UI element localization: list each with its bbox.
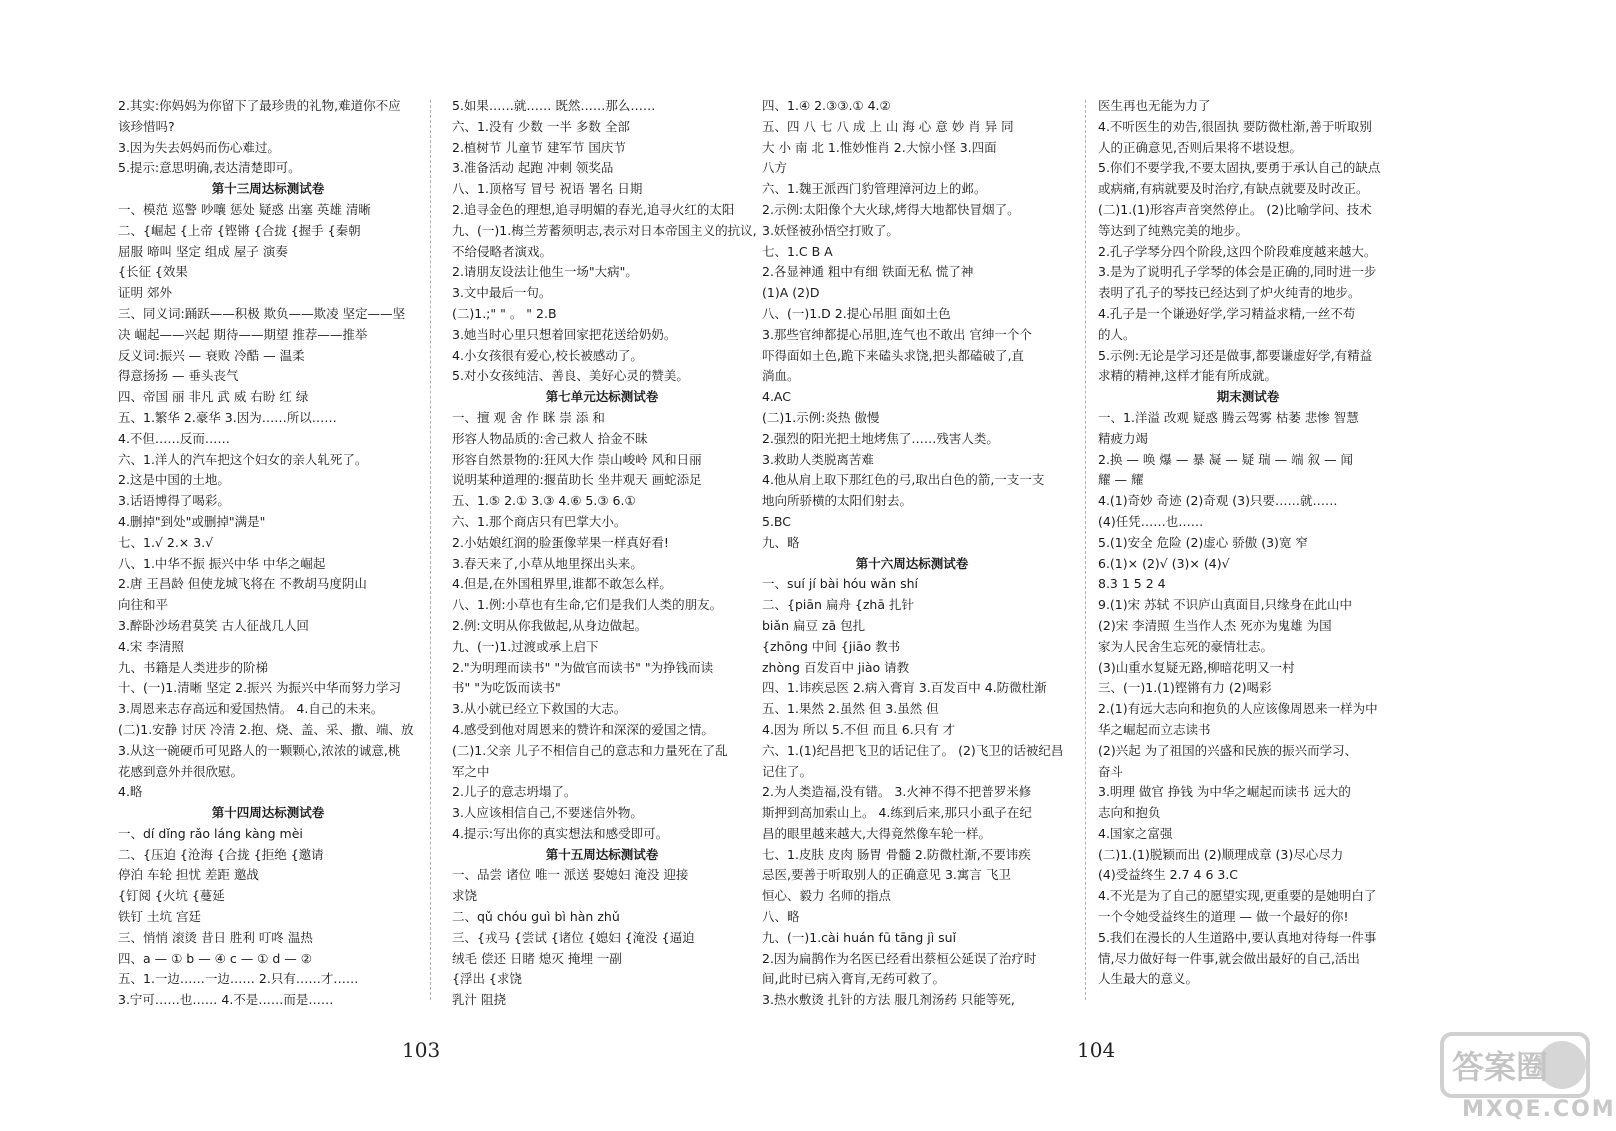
answer-line: 2."为明理而读书" "为做官而读书" "为挣钱而读 [452, 659, 714, 675]
answer-line: 昌的眼里越来越大,大得竟然像车轮一样。 [762, 825, 991, 841]
answer-line: 铁钉 土坑 宫廷 [118, 909, 201, 925]
answer-line: 九、(一)1.梅兰芳蓄须明志,表示对日本帝国主义的抗议, [452, 222, 757, 238]
answer-column-1 [118, 96, 418, 1008]
answer-column-2 [452, 96, 757, 1008]
answer-line: 3.宁可……也…… 4.不是……而是…… [118, 992, 334, 1008]
answer-line: 屈服 啼叫 坚定 组成 屋子 演奏 [118, 243, 288, 259]
answer-line: 6.(1)× (2)√ (3)× (4)√ [1098, 555, 1230, 571]
answer-line: 的人。 [1098, 326, 1136, 342]
answer-line: 2.换 — 唤 爆 — 暴 凝 — 疑 瑞 — 端 叙 — 闻 [1098, 451, 1354, 467]
answer-line: 表明了孔子的琴技已经达到了炉火纯青的地步。 [1098, 285, 1361, 301]
answer-line: 该珍惜吗? [118, 118, 175, 134]
answer-line: 2.儿子的意志坍塌了。 [452, 784, 577, 800]
answer-column-4 [1098, 96, 1398, 996]
answer-line: 六、1.没有 少数 一半 多数 全部 [452, 118, 630, 134]
answer-line: {长征 {效果 [118, 264, 188, 280]
column-separator [430, 100, 431, 1000]
watermark-logo-text: 答案圈 [1452, 1048, 1549, 1086]
answer-line: 奋斗 [1098, 763, 1124, 779]
answer-line: 2.追寻金色的理想,追寻明媚的春光,追寻火红的太阳 [452, 201, 735, 217]
answer-line: 家为人民舍生忘死的豪情壮志。 [1098, 638, 1274, 654]
answer-line: 3.话语博得了喝彩。 [118, 493, 230, 509]
answer-line: 2.因为扁鹊作为名医已经看出蔡桓公延误了治疗时 [762, 950, 1037, 966]
answer-line: 三、悄悄 滚烫 昔日 胜利 叮咚 温热 [118, 929, 313, 945]
answer-line: 2.唐 王昌龄 但使龙城飞将在 不教胡马度阴山 [118, 576, 367, 592]
answer-line: 八、1.例:小草也有生命,它们是我们人类的朋友。 [452, 597, 723, 613]
answer-line: 5.BC [762, 513, 792, 529]
answer-line: 九、略 [762, 534, 800, 550]
answer-line: 一、品尝 诸位 唯一 派送 娶媳妇 淹没 迎接 [452, 867, 689, 883]
answer-line: 四、a — ① b — ④ c — ① d — ② [118, 950, 312, 966]
answer-line: 4.删掉"到处"或删掉"满是" [118, 513, 266, 529]
answer-line: 三、{戎马 {尝试 {诸位 {媳妇 {淹没 {逼迫 [452, 929, 695, 945]
answer-line: 记住了。 [762, 763, 813, 779]
answer-line: 精疲力竭 [1098, 430, 1149, 446]
answer-line: 4.不光是为了自己的愿望实现,更重要的是她明白了 [1098, 888, 1377, 904]
answer-line: 四、帝国 丽 非凡 武 威 右盼 红 绿 [118, 389, 309, 405]
answer-line: 2.各显神通 粗中有细 铁面无私 慌了神 [762, 264, 974, 280]
answer-line: zhòng 百发百中 jiào 请教 [762, 659, 910, 675]
answer-line: 8.3 1 5 2 4 [1098, 576, 1166, 592]
answer-line: 不给侵略者演戏。 [452, 243, 553, 259]
answer-line: (二)1.安静 讨厌 冷清 2.抱、烧、盖、采、撒、端、放 [118, 721, 414, 737]
answer-line: 九、书籍是人类进步的阶梯 [118, 659, 269, 675]
answer-line: 一、dí dǐng rǎo láng kàng mèi [118, 825, 303, 841]
answer-line: 3.从小就已经立下救国的大志。 [452, 701, 627, 717]
answer-line: 五、四 八 七 八 成 上 山 海 心 意 妙 肖 异 同 [762, 118, 1014, 134]
answer-line: 3.从这一碗硬币可见路人的一颗颗心,浓浓的诚意,桃 [118, 742, 401, 758]
section-heading: 第十六周达标测试卷 [855, 555, 969, 571]
answer-line: 二、{piān 扁舟 {zhā 扎针 [762, 597, 914, 613]
answer-line: 八、1.顶格写 冒号 祝语 署名 日期 [452, 181, 643, 197]
answer-line: 4.不但……反而…… [118, 430, 230, 446]
answer-line: 4.感受到他对周恩来的赞许和深深的爱国之情。 [452, 721, 714, 737]
answer-line: 3.人应该相信自己,不要迷信外物。 [452, 805, 643, 821]
answer-line: (4)受益终生 2.7 4 6 3.C [1098, 867, 1239, 883]
answer-line: (3)山重水复疑无路,柳暗花明又一村 [1098, 659, 1295, 675]
answer-line: 大 小 南 北 1.惟妙惟肖 2.大惊小怪 3.四面 [762, 139, 997, 155]
answer-line: 4.不听医生的劝告,很固执 要防微杜渐,善于听取别 [1098, 118, 1372, 134]
answer-line: 9.(1)宋 苏轼 不识庐山真面目,只缘身在此山中 [1098, 597, 1353, 613]
answer-line: 5.你们不要学我,不要太固执,要勇于承认自己的缺点 [1098, 160, 1381, 176]
answer-line: 五、1.一边……一边…… 2.只有……才…… [118, 971, 359, 987]
answer-line: 八方 [762, 160, 788, 176]
answer-line: 2.这是中国的土地。 [118, 472, 230, 488]
answer-line: 3.妖怪被孙悟空打败了。 [762, 222, 899, 238]
answer-line: 六、1.洋人的汽车把这个妇女的亲人轧死了。 [118, 451, 368, 467]
answer-line: biǎn 扁豆 zā 包扎 [762, 617, 866, 633]
answer-line: 4.国家之富强 [1098, 825, 1173, 841]
answer-line: {钉阅 {火坑 {蔓延 [118, 888, 225, 904]
answer-line: 淌血。 [762, 368, 800, 384]
answer-line: 向往和平 [118, 597, 169, 613]
answer-line: 2.示例:太阳像个大火球,烤得大地都快冒烟了。 [762, 201, 1020, 217]
answer-line: (二)1.;" " 。 " 2.B [452, 305, 557, 321]
answer-line: 志向和抱负 [1098, 805, 1161, 821]
answer-line: 六、1.那个商店只有巴掌大小。 [452, 513, 627, 529]
answer-line: 八、略 [762, 909, 800, 925]
answer-line: 五、1.⑤ 2.① 3.③ 4.⑥ 5.③ 6.① [452, 493, 636, 509]
answer-line: 五、1.繁华 2.豪华 3.因为……所以…… [118, 409, 337, 425]
answer-line: 3.救助人类脱离苦难 [762, 451, 874, 467]
answer-line: 求精的精神,这样才能有所成就。 [1098, 368, 1277, 384]
answer-line: 六、1.(1)纪昌把飞卫的话记住了。 (2)飞卫的话被纪昌 [762, 742, 1064, 758]
answer-line: 3.明理 做官 挣钱 为中华之崛起而读书 远大的 [1098, 784, 1351, 800]
answer-line: 5.(1)安全 危险 (2)虚心 骄傲 (3)宽 窄 [1098, 534, 1308, 550]
answer-line: 耀 — 耀 [1098, 472, 1144, 488]
answer-line: 一、擅 观 舍 作 眯 崇 添 和 [452, 409, 605, 425]
answer-line: 3.是为了说明孔子学琴的体会是正确的,同时进一步 [1098, 264, 1377, 280]
answer-line: 2.为人类造福,没有错。 3.火神不得不把普罗米修 [762, 784, 1032, 800]
answer-line: 4.宋 李清照 [118, 638, 184, 654]
answer-line: 5.我们在漫长的人生道路中,要认真地对待每一件事 [1098, 929, 1377, 945]
answer-line: 2.请朋友设法让他生一场"大病"。 [452, 264, 638, 280]
answer-line: 人的正确意见,否则后果将不堪设想。 [1098, 139, 1302, 155]
answer-line: 3.热水敷烫 扎针的方法 服几剂汤药 只能等死, [762, 992, 1015, 1008]
answer-line: 证明 郊外 [118, 285, 172, 301]
section-heading: 第七单元达标测试卷 [545, 389, 659, 405]
answer-line: 六、1.魏王派西门豹管理漳河边上的邺。 [762, 181, 987, 197]
answer-line: (二)1.(1)脱颖而出 (2)顺理成章 (3)尽心尽力 [1098, 846, 1344, 862]
answer-line: 一个令她受益终生的道理 — 做一个最好的你! [1098, 909, 1349, 925]
answer-line: 3.文中最后一句。 [452, 285, 552, 301]
answer-line: 乳汁 阻挠 [452, 992, 506, 1008]
answer-line: 七、1.C B A [762, 243, 833, 259]
answer-line: 3.那些官绅都提心吊胆,连气也不敢出 官绅一个个 [762, 326, 1032, 342]
page-number-right: 104 [1077, 1038, 1116, 1062]
answer-line: 停泊 车轮 担忧 差距 邀战 [118, 867, 259, 883]
answer-line: 说明某种道理的:揠苗助长 坐井观天 画蛇添足 [452, 472, 702, 488]
answer-line: 情,尽力做好每一件事,就会做出最好的自己,活出 [1098, 950, 1360, 966]
answer-line: 绒毛 偿还 日睹 熄灭 掩埋 一副 [452, 950, 622, 966]
answer-line: 三、(一)1.(1)铿锵有力 (2)喝彩 [1098, 680, 1272, 696]
answer-line: 4.小女孩很有爱心,校长被感动了。 [452, 347, 643, 363]
answer-line: 九、(一)1.过渡或承上启下 [452, 638, 599, 654]
answer-line: 一、1.洋溢 改观 疑惑 腾云驾雾 枯萎 悲惨 智慧 [1098, 409, 1359, 425]
page-number-left: 103 [402, 1038, 441, 1062]
answer-line: 5.提示:意思明确,表达清楚即可。 [118, 160, 301, 176]
answer-line: 斯押到高加索山上。 4.练到后来,那只小虱子在纪 [762, 805, 1032, 821]
answer-line: 一、模范 巡警 吵嚷 惩处 疑惑 出塞 英雄 清晰 [118, 201, 371, 217]
answer-line: 忌医,要善于听取别人的正确意见 3.寓言 飞卫 [762, 867, 1011, 883]
answer-line: 七、1.皮肤 皮肉 肠胃 骨髓 2.防微杜渐,不要讳疾 [762, 846, 1031, 862]
watermark-text: MXQE.COM [1462, 1097, 1616, 1122]
answer-line: 二、qǔ chóu guì bì hàn zhǔ [452, 909, 620, 925]
answer-line: 2.例:文明从你我做起,从身边做起。 [452, 617, 648, 633]
answer-line: 一、suí jí bài hóu wǎn shí [762, 576, 918, 592]
answer-line: 二、{崛起 {上帝 {铿锵 {合拢 {握手 {秦朝 [118, 222, 361, 238]
answer-line: 军之中 [452, 763, 490, 779]
answer-line: 十、(一)1.清晰 坚定 2.振兴 为振兴中华而努力学习 [118, 680, 402, 696]
answer-line: 5.示例:无论是学习还是做事,都要谦虚好学,有精益 [1098, 347, 1373, 363]
column-separator [1085, 100, 1086, 1000]
answer-line: 3.她当时心里只想着回家把花送给奶奶。 [452, 326, 677, 342]
answer-line: 4.提示:写出你的真实想法和感受即可。 [452, 825, 669, 841]
section-heading: 第十四周达标测试卷 [211, 805, 325, 821]
answer-line: (二)1.(1)形容声音突然停止。 (2)比喻学问、技术 [1098, 201, 1372, 217]
answer-line: 地向所骄横的太阳们射去。 [762, 493, 913, 509]
answer-line: 反义词:振兴 — 衰败 冷酷 — 温柔 [118, 347, 305, 363]
answer-line: 九、(一)1.cài huán fū tāng jì suǐ [762, 929, 957, 945]
answer-line: 2.小姑娘红润的脸蛋像苹果一样真好看! [452, 534, 669, 550]
answer-line: 等达到了纯熟完美的地步。 [1098, 222, 1249, 238]
answer-line: (2)兴起 为了祖国的兴盛和民族的振兴而学习、 [1098, 742, 1358, 758]
answer-line: 间,此时已病入膏肓,无药可救了。 [762, 971, 945, 987]
answer-line: 4.因为 所以 5.不但 而且 6.只有 才 [762, 721, 956, 737]
answer-line: 4.孔子是一个谦逊好学,学习精益求精,一丝不苟 [1098, 305, 1356, 321]
answer-line: 4.AC [762, 389, 791, 405]
answer-line: 形容自然景物的:狂风大作 崇山峻岭 风和日丽 [452, 451, 702, 467]
answer-line: 四、1.④ 2.③③.① 4.② [762, 98, 891, 113]
answer-line: 五、1.果然 2.虽然 但 3.虽然 但 [762, 701, 939, 717]
answer-line: 2.孔子学琴分四个阶段,这四个阶段难度越来越大。 [1098, 243, 1377, 259]
answer-line: 2.其实:你妈妈为你留下了最珍贵的礼物,难道你不应 [118, 98, 401, 113]
answer-line: {浮出 {求饶 [452, 971, 522, 987]
answer-line: 或病痛,有病就要及时治疗,有缺点就要及时改正。 [1098, 181, 1369, 197]
answer-line: 医生再也无能为力了 [1098, 98, 1211, 113]
answer-line: (4)任凭……也…… [1098, 513, 1204, 529]
section-heading: 期末测试卷 [1216, 389, 1280, 405]
answer-line: 四、1.讳疾忌医 2.病入膏肓 3.百发百中 4.防微杜渐 [762, 680, 1047, 696]
answer-line: (2)宋 李清照 生当作人杰 死亦为鬼雄 为国 [1098, 617, 1332, 633]
answer-line: 八、1.中华不振 振兴中华 中华之崛起 [118, 555, 326, 571]
answer-line: 七、1.√ 2.× 3.√ [118, 534, 214, 550]
answer-line: 4.(1)奇妙 奇迹 (2)奇观 (3)只要……就…… [1098, 493, 1338, 509]
answer-line: 书" "为吃饭而读书" [452, 680, 561, 696]
answer-line: 人生最大的意义。 [1098, 971, 1199, 987]
answer-line: 二、{压迫 {沧海 {合拢 {拒绝 {邀请 [118, 846, 324, 862]
answer-line: 三、同义词:踊跃——积极 欺负——欺凌 坚定——坚 [118, 305, 406, 321]
answer-line: 4.但是,在外国租界里,谁都不敢怎么样。 [452, 576, 672, 592]
answer-line: 形容人物品质的:舍己救人 拾金不昧 [452, 430, 648, 446]
answer-line: 2.强烈的阳光把土地烤焦了……残害人类。 [762, 430, 999, 446]
answer-line: 决 崛起——兴起 期待——期望 推荐——推举 [118, 326, 368, 342]
answer-line: 吓得面如土色,跪下来磕头求饶,把头都磕破了,直 [762, 347, 1024, 363]
section-heading: 第十三周达标测试卷 [211, 181, 325, 197]
answer-line: 3.因为失去妈妈而伤心难过。 [118, 139, 280, 155]
answer-line: 2.植树节 儿童节 建军节 国庆节 [452, 139, 626, 155]
answer-line: 4.略 [118, 784, 143, 800]
answer-line: 八、(一)1.D 2.提心吊胆 面如土色 [762, 305, 951, 321]
answer-line: 5.对小女孩纯洁、善良、美好心灵的赞美。 [452, 368, 689, 384]
answer-line: 恒心、毅力 名师的指点 [762, 888, 891, 904]
answer-line: 花感到意外并很欣慰。 [118, 763, 244, 779]
section-heading: 第十五周达标测试卷 [545, 846, 659, 862]
answer-line: 3.准备活动 起跑 冲刺 领奖品 [452, 160, 614, 176]
answer-line: 3.周恩来志存高远和爱国热情。 4.自己的未来。 [118, 701, 384, 717]
answer-line: 得意扬扬 — 垂头丧气 [118, 368, 239, 384]
answer-line: 2.(1)有远大志向和抱负的人应该像周恩来一样为中 [1098, 701, 1378, 717]
answer-line: 求饶 [452, 888, 478, 904]
answer-line: 5.如果……就…… 既然……那么…… [452, 98, 656, 113]
answer-line: 华之崛起而立志读书 [1098, 721, 1211, 737]
answer-line: 3.春天来了,小草从地里探出头来。 [452, 555, 643, 571]
answer-line: 4.他从肩上取下那红色的弓,取出白色的箭,一支一支 [762, 472, 1045, 488]
answer-line: (二)1.父亲 儿子不相信自己的意志和力量死在了乱 [452, 742, 728, 758]
answer-line: {zhōng 中间 {jiāo 教书 [762, 638, 901, 654]
answer-line: (1)A (2)D [762, 285, 820, 301]
answer-line: (二)1.示例:炎热 傲慢 [762, 409, 880, 425]
answer-line: 3.醉卧沙场君莫笑 古人征战几人回 [118, 617, 309, 633]
answer-column-3 [762, 96, 1064, 1008]
